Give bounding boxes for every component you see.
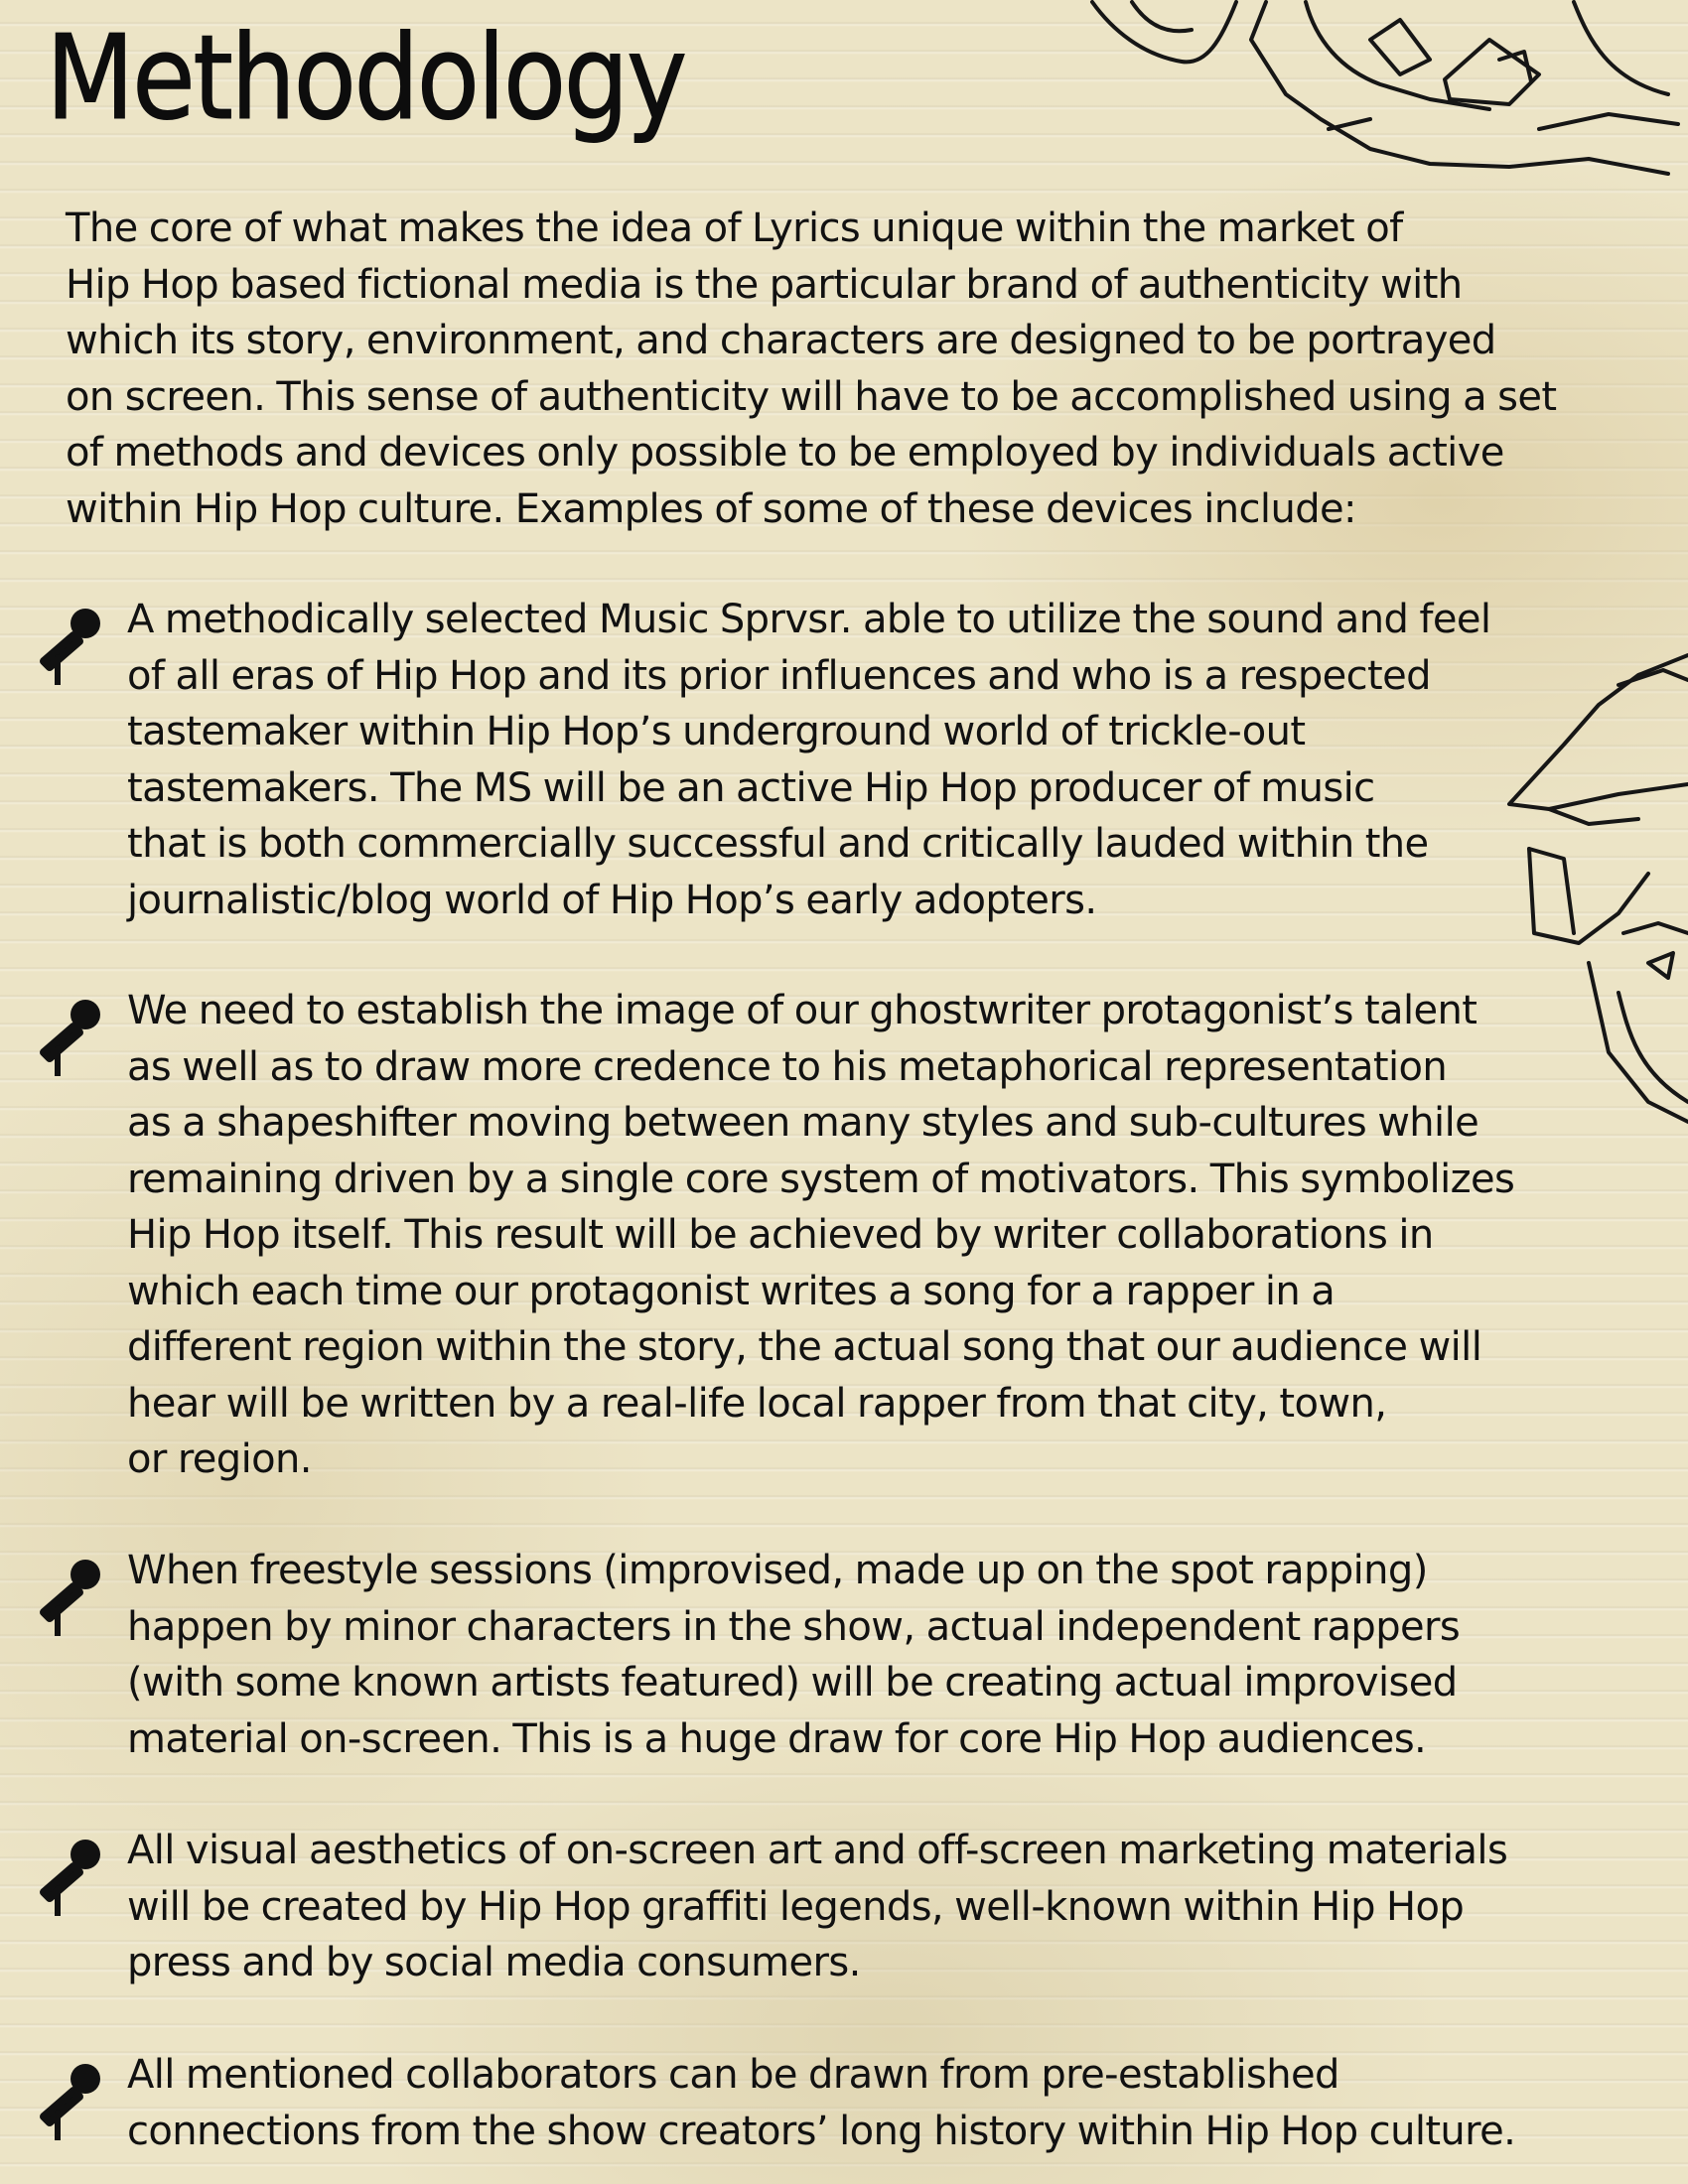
microphone-icon	[24, 606, 103, 685]
bullet-text	[127, 983, 1676, 1488]
intro-line: within Hip Hop culture. Examples of some of these devices include:	[66, 485, 1356, 532]
bullet-line: When freestyle sessions (improvised, made up on the spot rapping)	[127, 1548, 1428, 1593]
page-title: Methodology	[46, 9, 685, 146]
bullet-line: press and by social media consumers.	[127, 1940, 861, 1985]
bullet-line: material on-screen. This is a huge draw for core Hip Hop audiences.	[127, 1715, 1427, 1762]
graffiti-sketch-top	[1072, 0, 1688, 179]
intro-line: which its story, environment, and characters are designed to be portrayed	[66, 318, 1496, 363]
bullet-line: A methodically selected Music Sprvsr. able to utilize the sound and feel	[127, 597, 1491, 642]
bullet-line: All visual aesthetics of on-screen art and off-screen marketing materials	[127, 1828, 1508, 1873]
intro-line: of methods and devices only possible to be employed by individuals active	[66, 430, 1504, 476]
bullet-line: We need to establish the image of our ghostwriter protagonist’s talent	[127, 988, 1477, 1033]
bullet-line: tastemaker within Hip Hop’s underground world of trickle-out	[127, 709, 1306, 754]
bullet-line: Hip Hop itself. This result will be achieved by writer collaborations in	[127, 1212, 1434, 1258]
microphone-icon	[24, 1557, 103, 1636]
bullet-line: tastemakers. The MS will be an active Hip Hop producer of music	[127, 764, 1375, 811]
bullet-line: (with some known artists featured) will be creating actual improvised	[127, 1660, 1458, 1706]
bullet-text	[127, 1543, 1676, 1767]
bullet-line: happen by minor characters in the show, actual independent rappers	[127, 1603, 1461, 1650]
bullet-text	[127, 1823, 1676, 1991]
bullet-line: as well as to draw more credence to his metaphorical representation	[127, 1043, 1448, 1090]
intro-line: The core of what makes the idea of Lyrics unique within the market of	[66, 205, 1403, 251]
bullet-line: of all eras of Hip Hop and its prior influences and who is a respected	[127, 652, 1431, 699]
bullet-line: that is both commercially successful and critically lauded within the	[127, 821, 1429, 867]
bullet-line: remaining driven by a single core system of motivators. This symbolizes	[127, 1156, 1515, 1202]
bullet-line: connections from the show creators’ long history within Hip Hop culture.	[127, 2108, 1516, 2154]
bullet-line: or region.	[127, 1436, 312, 1482]
bullet-line: hear will be written by a real-life local rapper from that city, town,	[127, 1380, 1387, 1427]
bullet-line: All mentioned collaborators can be drawn from pre-established	[127, 2052, 1339, 2098]
microphone-icon	[24, 1837, 103, 1916]
intro-line: Hip Hop based fictional media is the particular brand of authenticity with	[66, 261, 1463, 308]
bullet-text	[127, 2047, 1676, 2159]
bullet-line: which each time our protagonist writes a song for a rapper in a	[127, 1268, 1336, 1314]
bullet-line: will be created by Hip Hop graffiti legends, well-known within Hip Hop	[127, 1883, 1465, 1930]
bullet-line: journalistic/blog world of Hip Hop’s early adopters.	[127, 877, 1097, 923]
intro-line: on screen. This sense of authenticity will have to be accomplished using a set	[66, 373, 1557, 420]
bullet-text	[127, 592, 1676, 928]
bullet-line: different region within the story, the actual song that our audience will	[127, 1324, 1482, 1370]
microphone-icon	[24, 997, 103, 1076]
microphone-icon	[24, 2061, 103, 2140]
bullet-line: as a shapeshifter moving between many styles and sub-cultures while	[127, 1100, 1479, 1146]
intro-paragraph	[66, 201, 1654, 537]
